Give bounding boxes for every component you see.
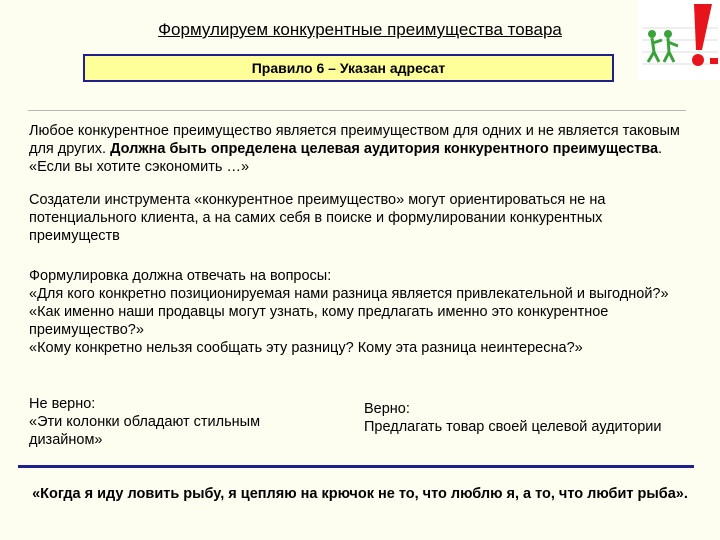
page-title: Формулируем конкурентные преимущества товара	[158, 20, 562, 39]
rule-text: Правило 6 – Указан адресат	[251, 60, 446, 76]
rule-banner	[83, 54, 614, 82]
stick-figures-exclamation-icon	[638, 0, 720, 80]
question-2: «Как именно наши продавцы могут узнать, кому предлагать именно это конкурентное преимущество?»	[29, 304, 609, 338]
divider-top	[28, 110, 686, 111]
paragraph-creators: Создатели инструмента «конкурентное преимущество» могут ориентироваться не на потенциального клиента, а на самих себя в поиске и формулировании конкурентных преимуществ	[29, 192, 606, 244]
fishing-quote: «Когда я иду ловить рыбу, я цепляю на крючок не то, что люблю я, а то, что любит рыба».	[32, 486, 688, 502]
right-text: Предлагать товар своей целевой аудитории	[364, 419, 662, 435]
right-example	[364, 400, 704, 436]
wrong-example	[29, 395, 329, 449]
logo	[638, 0, 720, 80]
wrong-text: «Эти колонки обладают стильным дизайном»	[29, 414, 261, 448]
questions-block	[29, 267, 689, 357]
wrong-label: Не верно:	[29, 396, 96, 412]
question-3: «Кому конкретно нельзя сообщать эту разницу? Кому эта разница неинтересна?»	[29, 340, 583, 356]
paragraph-audience-tail: . «Если вы хотите сэкономить …»	[29, 141, 663, 175]
divider-bottom	[18, 465, 694, 468]
paragraph-audience-bold: Должна быть определена целевая аудитория конкурентного преимущества	[110, 141, 659, 157]
right-label: Верно:	[364, 401, 410, 417]
questions-intro: Формулировка должна отвечать на вопросы:	[29, 268, 332, 284]
paragraph-audience	[29, 122, 689, 176]
question-1: «Для кого конкретно позиционируемая нами разница является привлекательной и выгодной?»	[29, 286, 669, 302]
paragraph-audience-normal: Любое конкурентное преимущество является преимуществом для одних и не является таковым для других.	[29, 123, 680, 157]
